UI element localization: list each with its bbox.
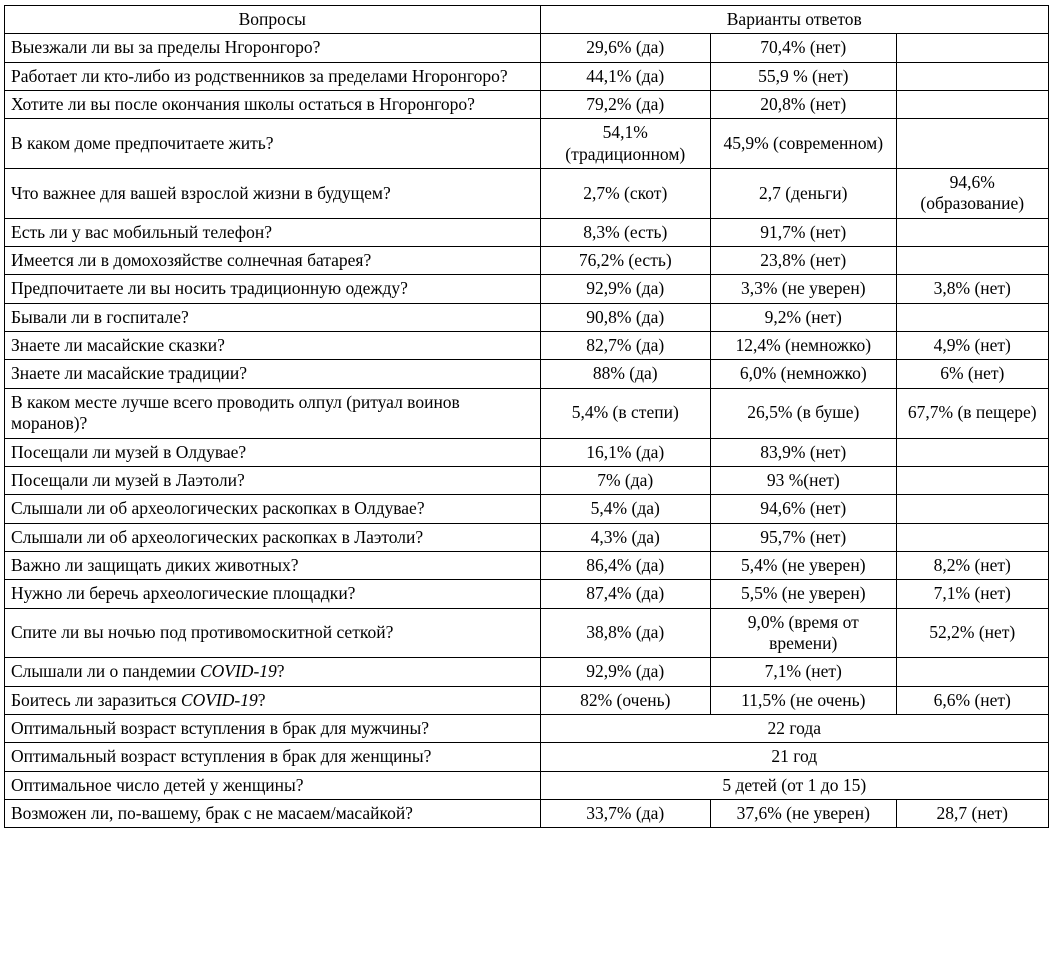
table-row bbox=[5, 771, 1049, 799]
answer-cell: 5 детей (от 1 до 15) bbox=[540, 771, 1048, 799]
answer-cell: 82,7% (да) bbox=[540, 332, 710, 360]
table-row bbox=[5, 275, 1049, 303]
answer-cell-empty bbox=[896, 303, 1048, 331]
table-row bbox=[5, 466, 1049, 494]
header-row bbox=[5, 6, 1049, 34]
answer-cell-empty bbox=[896, 658, 1048, 686]
answer-cell: 2,7 (деньги) bbox=[711, 169, 897, 219]
table-row bbox=[5, 714, 1049, 742]
question-cell: Нужно ли беречь археологические площадки? bbox=[5, 580, 541, 608]
answer-cell: 6,6% (нет) bbox=[896, 686, 1048, 714]
table-row bbox=[5, 438, 1049, 466]
emphasis-text: COVID-19 bbox=[180, 689, 258, 710]
table-row bbox=[5, 332, 1049, 360]
answer-cell-empty bbox=[896, 91, 1048, 119]
answer-cell: 94,6% (образование) bbox=[896, 169, 1048, 219]
question-cell: Боитесь ли заразиться COVID-19? bbox=[5, 686, 541, 714]
question-cell: Имеется ли в домохозяйстве солнечная батарея? bbox=[5, 247, 541, 275]
answer-cell: 8,2% (нет) bbox=[896, 551, 1048, 579]
answer-cell: 93 %(нет) bbox=[711, 466, 897, 494]
answer-cell: 5,4% (да) bbox=[540, 495, 710, 523]
answer-cell: 44,1% (да) bbox=[540, 62, 710, 90]
answer-cell: 54,1% (традиционном) bbox=[540, 119, 710, 169]
table-row bbox=[5, 360, 1049, 388]
table-row bbox=[5, 686, 1049, 714]
table-row bbox=[5, 388, 1049, 438]
answer-cell: 16,1% (да) bbox=[540, 438, 710, 466]
answer-cell: 33,7% (да) bbox=[540, 799, 710, 827]
answer-cell: 95,7% (нет) bbox=[711, 523, 897, 551]
question-cell: Посещали ли музей в Лаэтоли? bbox=[5, 466, 541, 494]
answer-cell: 7% (да) bbox=[540, 466, 710, 494]
answer-cell: 6% (нет) bbox=[896, 360, 1048, 388]
header-answers: Варианты ответов bbox=[540, 6, 1048, 34]
question-cell: Оптимальный возраст вступления в брак для женщины? bbox=[5, 743, 541, 771]
answer-cell: 82% (очень) bbox=[540, 686, 710, 714]
answer-cell: 7,1% (нет) bbox=[896, 580, 1048, 608]
answer-cell: 45,9% (современном) bbox=[711, 119, 897, 169]
answer-cell: 23,8% (нет) bbox=[711, 247, 897, 275]
question-cell: В каком месте лучше всего проводить олпул (ритуал воинов моранов)? bbox=[5, 388, 541, 438]
table-row bbox=[5, 799, 1049, 827]
answer-cell: 12,4% (немножко) bbox=[711, 332, 897, 360]
answer-cell-empty bbox=[896, 466, 1048, 494]
answer-cell: 55,9 % (нет) bbox=[711, 62, 897, 90]
answer-cell-empty bbox=[896, 495, 1048, 523]
answer-cell-empty bbox=[896, 119, 1048, 169]
question-cell: Спите ли вы ночью под противомоскитной сеткой? bbox=[5, 608, 541, 658]
question-cell: В каком доме предпочитаете жить? bbox=[5, 119, 541, 169]
answer-cell-empty bbox=[896, 523, 1048, 551]
table-row bbox=[5, 247, 1049, 275]
answer-cell: 2,7% (скот) bbox=[540, 169, 710, 219]
answer-cell-empty bbox=[896, 247, 1048, 275]
question-cell: Бывали ли в госпитале? bbox=[5, 303, 541, 331]
answer-cell: 5,4% (в степи) bbox=[540, 388, 710, 438]
answer-cell: 21 год bbox=[540, 743, 1048, 771]
answer-cell: 4,9% (нет) bbox=[896, 332, 1048, 360]
answer-cell: 37,6% (не уверен) bbox=[711, 799, 897, 827]
answer-cell: 87,4% (да) bbox=[540, 580, 710, 608]
answer-cell-empty bbox=[896, 438, 1048, 466]
answer-cell: 90,8% (да) bbox=[540, 303, 710, 331]
answer-cell: 28,7 (нет) bbox=[896, 799, 1048, 827]
table-row bbox=[5, 743, 1049, 771]
answer-cell: 52,2% (нет) bbox=[896, 608, 1048, 658]
answer-cell: 91,7% (нет) bbox=[711, 218, 897, 246]
table-body bbox=[5, 34, 1049, 828]
answer-cell: 92,9% (да) bbox=[540, 275, 710, 303]
answer-cell: 70,4% (нет) bbox=[711, 34, 897, 62]
table-header bbox=[5, 6, 1049, 34]
header-questions: Вопросы bbox=[5, 6, 541, 34]
answer-cell: 7,1% (нет) bbox=[711, 658, 897, 686]
answer-cell: 11,5% (не очень) bbox=[711, 686, 897, 714]
question-cell: Посещали ли музей в Олдувае? bbox=[5, 438, 541, 466]
emphasis-text: COVID-19 bbox=[199, 661, 277, 682]
answer-cell-empty bbox=[896, 218, 1048, 246]
question-cell: Важно ли защищать диких животных? bbox=[5, 551, 541, 579]
answer-cell: 22 года bbox=[540, 714, 1048, 742]
question-cell: Возможен ли, по-вашему, брак с не масаем/масайкой? bbox=[5, 799, 541, 827]
table-row bbox=[5, 495, 1049, 523]
question-cell: Слышали ли о пандемии COVID-19? bbox=[5, 658, 541, 686]
answer-cell: 3,3% (не уверен) bbox=[711, 275, 897, 303]
answer-cell: 76,2% (есть) bbox=[540, 247, 710, 275]
answer-cell: 67,7% (в пещере) bbox=[896, 388, 1048, 438]
answer-cell: 94,6% (нет) bbox=[711, 495, 897, 523]
answer-cell-empty bbox=[896, 34, 1048, 62]
answer-cell: 5,4% (не уверен) bbox=[711, 551, 897, 579]
answer-cell: 20,8% (нет) bbox=[711, 91, 897, 119]
answer-cell: 79,2% (да) bbox=[540, 91, 710, 119]
table-row bbox=[5, 218, 1049, 246]
question-cell: Оптимальное число детей у женщины? bbox=[5, 771, 541, 799]
table-row bbox=[5, 91, 1049, 119]
table-row bbox=[5, 34, 1049, 62]
answer-cell-empty bbox=[896, 62, 1048, 90]
question-cell: Что важнее для вашей взрослой жизни в будущем? bbox=[5, 169, 541, 219]
answer-cell: 26,5% (в буше) bbox=[711, 388, 897, 438]
answer-cell: 88% (да) bbox=[540, 360, 710, 388]
table-row bbox=[5, 551, 1049, 579]
question-cell: Хотите ли вы после окончания школы остаться в Нгоронгоро? bbox=[5, 91, 541, 119]
table-row bbox=[5, 523, 1049, 551]
answer-cell: 29,6% (да) bbox=[540, 34, 710, 62]
answer-cell: 8,3% (есть) bbox=[540, 218, 710, 246]
table-row bbox=[5, 580, 1049, 608]
table-row bbox=[5, 119, 1049, 169]
question-cell: Выезжали ли вы за пределы Нгоронгоро? bbox=[5, 34, 541, 62]
question-cell: Слышали ли об археологических раскопках в Лаэтоли? bbox=[5, 523, 541, 551]
question-cell: Знаете ли масайские сказки? bbox=[5, 332, 541, 360]
answer-cell: 38,8% (да) bbox=[540, 608, 710, 658]
table-row bbox=[5, 303, 1049, 331]
answer-cell: 92,9% (да) bbox=[540, 658, 710, 686]
table-row bbox=[5, 169, 1049, 219]
table-row bbox=[5, 608, 1049, 658]
table-row bbox=[5, 658, 1049, 686]
answer-cell: 5,5% (не уверен) bbox=[711, 580, 897, 608]
question-cell: Есть ли у вас мобильный телефон? bbox=[5, 218, 541, 246]
table-row bbox=[5, 62, 1049, 90]
answer-cell: 6,0% (немножко) bbox=[711, 360, 897, 388]
question-cell: Слышали ли об археологических раскопках в Олдувае? bbox=[5, 495, 541, 523]
answer-cell: 9,2% (нет) bbox=[711, 303, 897, 331]
question-cell: Оптимальный возраст вступления в брак для мужчины? bbox=[5, 714, 541, 742]
answer-cell: 4,3% (да) bbox=[540, 523, 710, 551]
answer-cell: 3,8% (нет) bbox=[896, 275, 1048, 303]
survey-results-table bbox=[4, 5, 1049, 828]
question-cell: Знаете ли масайские традиции? bbox=[5, 360, 541, 388]
answer-cell: 83,9% (нет) bbox=[711, 438, 897, 466]
question-cell: Предпочитаете ли вы носить традиционную одежду? bbox=[5, 275, 541, 303]
question-cell: Работает ли кто-либо из родственников за пределами Нгоронгоро? bbox=[5, 62, 541, 90]
answer-cell: 86,4% (да) bbox=[540, 551, 710, 579]
answer-cell: 9,0% (время от времени) bbox=[711, 608, 897, 658]
